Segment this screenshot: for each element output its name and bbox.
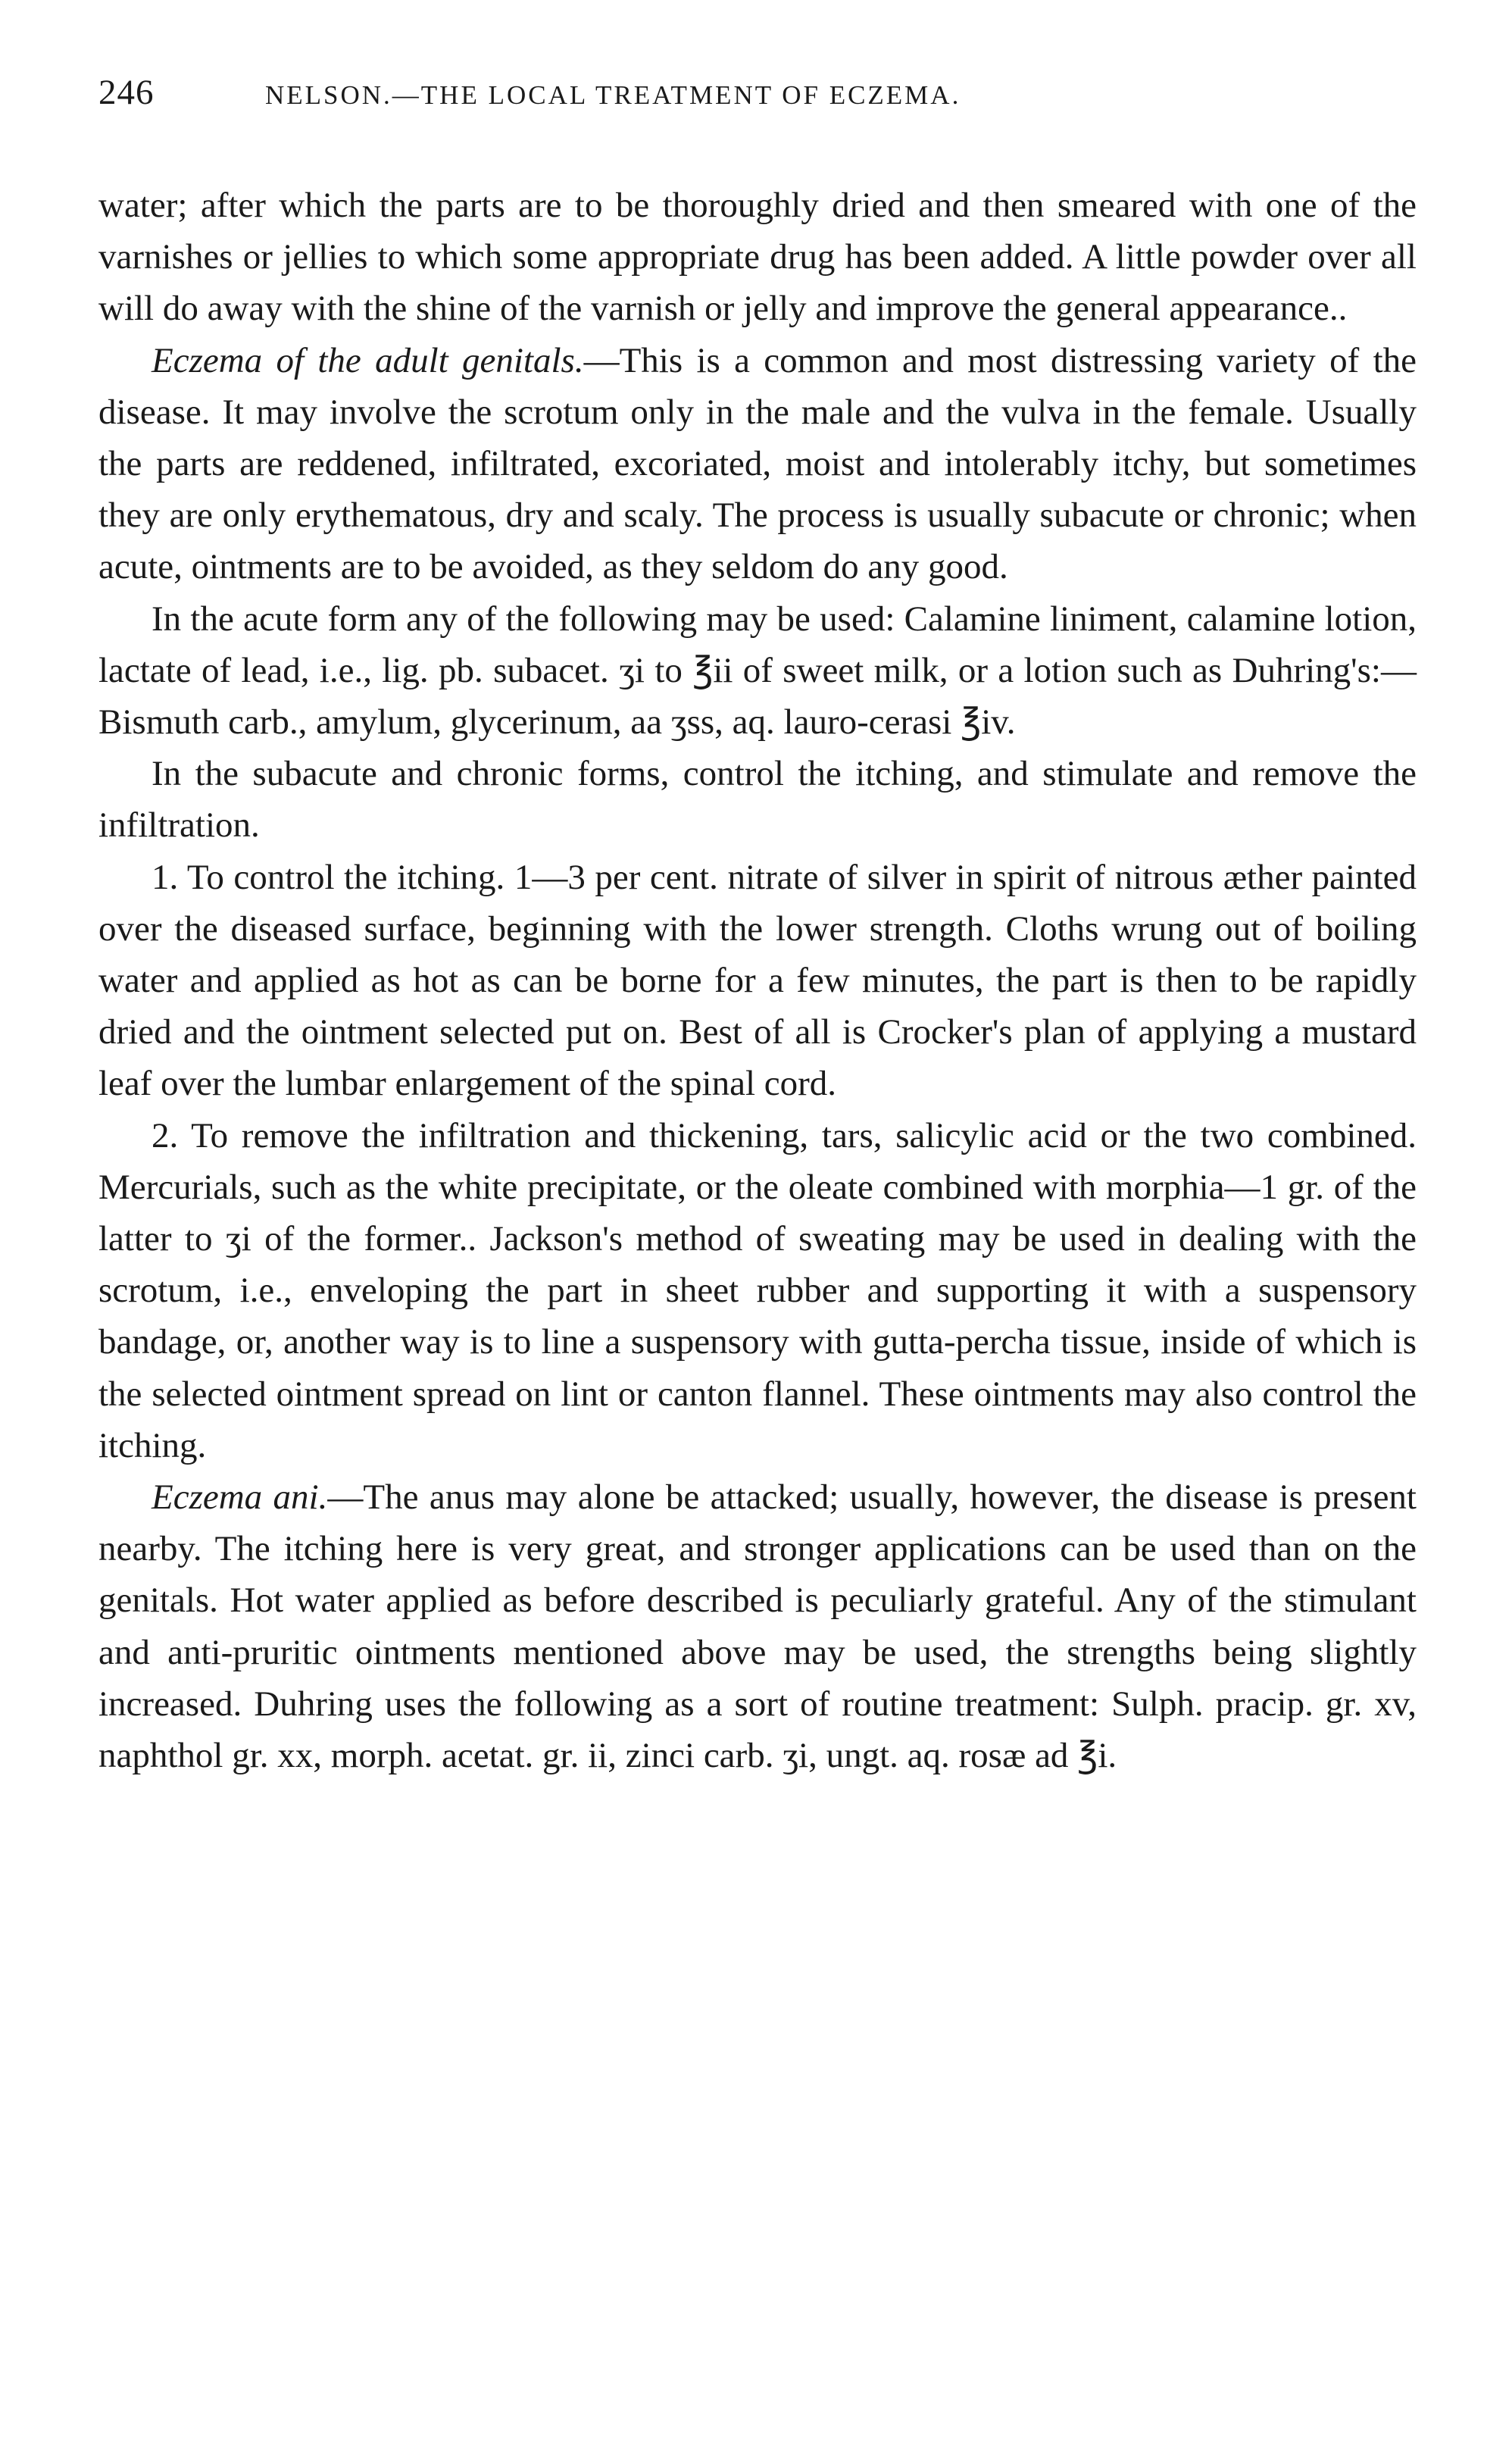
running-title: NELSON.—THE LOCAL TREATMENT OF ECZEMA. bbox=[265, 80, 961, 110]
paragraph-continuation bbox=[98, 180, 1417, 335]
paragraph-text: 2. To remove the infiltration and thickening, tars, salicylic acid or the two combined. Mercurials, such as the white precipitate, or the oleate combined with morphia—1 gr. of the latter to ʒi of the former.. Jackson's method of sweating may be used in dealing with the scrotum, i.e., enveloping the part in sheet rubber and supporting it with a suspensory bandage, or, another way is to line a suspensory with gutta-percha tissue, inside of which is the selected ointment spread on lint or canton flannel. These ointments may also control the itching. bbox=[98, 1115, 1417, 1465]
paragraph-text: In the subacute and chronic forms, control the itching, and stimulate and remove the infiltration. bbox=[98, 754, 1417, 846]
paragraph-adult-genitals bbox=[98, 335, 1417, 593]
book-page bbox=[98, 72, 1417, 1781]
page-number: 246 bbox=[98, 73, 155, 112]
paragraph-control-itching bbox=[98, 852, 1417, 1110]
section-heading-eczema-ani: Eczema ani. bbox=[152, 1477, 328, 1518]
paragraph-text: water; after which the parts are to be thoroughly dried and then smeared with one of the varnishes or jellies to which some appropriate drug has been added. A little powder over all will do away with the shine of the varnish or jelly and improve the general appearance.. bbox=[98, 186, 1417, 329]
paragraph-text: In the acute form any of the following may be used: Calamine liniment, calamine lotion, lactate of lead, i.e., lig. pb. subacet. ʒi to ℥ii of sweet milk, or a lotion such as Duhring's:—Bismuth carb., amylum, glycerinum, aa ʒss, aq. lauro-cerasi ℥iv. bbox=[98, 599, 1417, 743]
paragraph-acute-form bbox=[98, 593, 1417, 749]
paragraph-remove-infiltration bbox=[98, 1110, 1417, 1471]
body-text bbox=[98, 180, 1417, 1781]
paragraph-text: —The anus may alone be attacked; usually, however, the disease is present nearby. The itching here is very great, and stronger applications can be used than on the genitals. Hot water applied as before described is peculiarly grateful. Any of the stimulant and anti-pruritic ointments mentioned above may be used, the strengths being slightly increased. Duhring uses the following as a sort of routine treatment: Sulph. pracip. gr. xv, naphthol gr. xx, morph. acetat. gr. ii, zinci carb. ʒi, ungt. aq. rosæ ad ℥i. bbox=[98, 1477, 1417, 1776]
paragraph-subacute-chronic bbox=[98, 748, 1417, 851]
section-heading-adult-genitals: Eczema of the adult genitals. bbox=[152, 340, 584, 380]
paragraph-text: 1. To control the itching. 1—3 per cent. nitrate of silver in spirit of nitrous æther painted over the diseased surface, beginning with the lower strength. Cloths wrung out of boiling water and applied as hot as can be borne for a few minutes, the part is then to be rapidly dried and the ointment selected put on. Best of all is Crocker's plan of applying a mustard leaf over the lumbar enlargement of the spinal cord. bbox=[98, 857, 1417, 1104]
paragraph-text: —This is a common and most distressing variety of the disease. It may involve the scrotum only in the male and the vulva in the female. Usually the parts are reddened, infiltrated, excoriated, moist and intolerably itchy, but sometimes they are only erythematous, dry and scaly. The process is usually subacute or chronic; when acute, ointments are to be avoided, as they seldom do any good. bbox=[98, 340, 1417, 587]
paragraph-eczema-ani bbox=[98, 1471, 1417, 1781]
running-header bbox=[98, 72, 1417, 133]
